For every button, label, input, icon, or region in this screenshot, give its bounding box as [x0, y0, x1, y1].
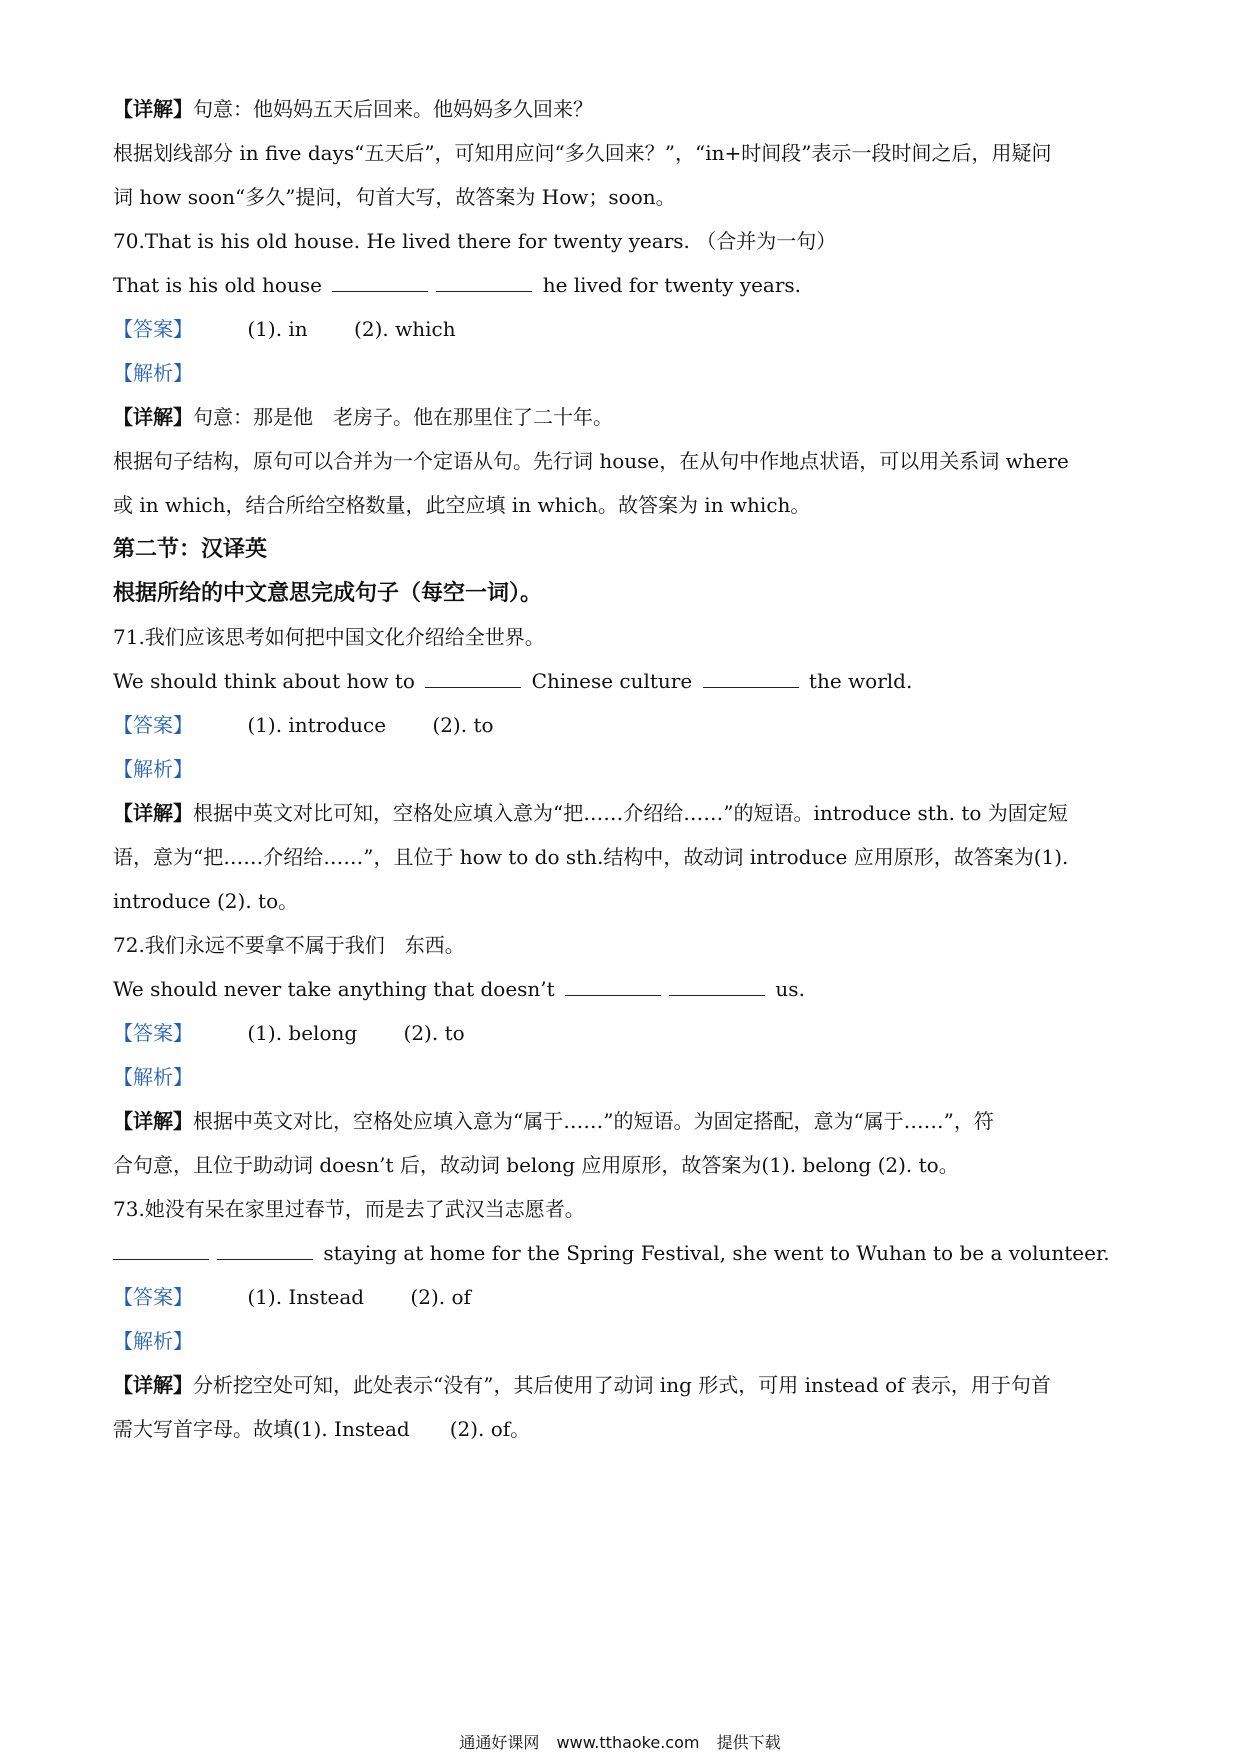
q70-detail-line-1: 【详解】句意：那是他 老房子。他在那里住了二十年。 [113, 405, 613, 429]
answer-blank [436, 273, 532, 292]
answer-blank [425, 669, 521, 688]
q71-detail-line-2: 语，意为“把……介绍给……”，且位于 how to do sth.结构中，故动词 introduce 应用原形，故答案为(1). [113, 845, 1069, 869]
answer-item: (2). to [403, 1021, 465, 1045]
answer-tag: 【答案】 [113, 713, 193, 737]
answer-blank [217, 1241, 313, 1260]
footer-note: 提供下载 [716, 1733, 781, 1752]
answer-tag: 【答案】 [113, 1285, 193, 1309]
answer-item: (2). which [354, 317, 456, 341]
q70-sentence: That is his old house he lived for twenty years. [113, 273, 802, 297]
detail-tag: 【详解】 [113, 801, 193, 825]
q71-analysis [113, 756, 1133, 782]
q71-sentence: We should think about how to Chinese culture the world. [113, 669, 913, 693]
answer-item: (1). Instead [247, 1285, 365, 1309]
q70-answer [113, 316, 1133, 342]
q73-analysis [113, 1328, 1133, 1354]
q70-detail-line-3: 或 in which，结合所给空格数量，此空应填 in which。故答案为 in which。 [113, 493, 811, 517]
q73-answer [113, 1284, 1133, 1310]
section-title: 第二节：汉译英 [113, 536, 268, 562]
answer-blank [669, 977, 765, 996]
q73-sentence: staying at home for the Spring Festival, she went to Wuhan to be a volunteer. [113, 1240, 1133, 1266]
q72-sentence: We should never take anything that doesn’t us. [113, 977, 805, 1001]
detail-tag: 【详解】 [113, 1109, 193, 1133]
q70-detail-line-2: 根据句子结构，原句可以合并为一个定语从句。先行词 house，在从句中作地点状语，可以用关系词 where [113, 449, 1069, 473]
analysis-tag: 【解析】 [113, 1329, 193, 1353]
detail-tag: 【详解】 [113, 405, 193, 429]
answer-item: (1). in [247, 317, 308, 341]
answer-tag: 【答案】 [113, 317, 193, 341]
q72-detail-line-2: 合句意，且位于助动词 doesn’t 后，故动词 belong 应用原形，故答案为(1). belong (2). to。 [113, 1153, 959, 1177]
q69-detail-line-2: 根据划线部分 in five days“五天后”，可知用应问“多久回来？”，“in+时间段”表示一段时间之后，用疑问 [113, 141, 1052, 165]
q71-detail-line-1: 【详解】根据中英文对比可知，空格处应填入意为“把……介绍给……”的短语。introduce sth. to 为固定短 [113, 801, 1068, 825]
q70-analysis [113, 360, 1133, 386]
answer-item: (2). to [432, 713, 494, 737]
q69-detail-line-1: 【详解】句意：他妈妈五天后回来。他妈妈多久回来？ [113, 97, 593, 121]
q72-detail-line-1: 【详解】根据中英文对比，空格处应填入意为“属于……”的短语。为固定搭配，意为“属于……”，符 [113, 1109, 994, 1133]
answer-item: (1). introduce [247, 713, 387, 737]
footer-url[interactable]: www.tthaoke.com [556, 1733, 700, 1752]
answer-blank [113, 1241, 209, 1260]
q70-question: 70.That is his old house. He lived there for twenty years. （合并为一句） [113, 229, 837, 253]
analysis-tag: 【解析】 [113, 361, 193, 385]
answer-blank [703, 669, 799, 688]
page-footer [0, 1730, 1240, 1753]
q71-answer [113, 712, 1133, 738]
q72-answer [113, 1020, 1133, 1046]
q73-detail-line-1: 【详解】分析挖空处可知，此处表示“没有”，其后使用了动词 ing 形式，可用 instead of 表示，用于句首 [113, 1373, 1051, 1397]
footer-site-name: 通通好课网 [459, 1733, 540, 1752]
answer-item: (1). belong [247, 1021, 358, 1045]
q73-question: 73.她没有呆在家里过春节，而是去了武汉当志愿者。 [113, 1197, 585, 1221]
q72-question: 72.我们永远不要拿不属于我们 东西。 [113, 933, 465, 957]
analysis-tag: 【解析】 [113, 1065, 193, 1089]
answer-blank [565, 977, 661, 996]
answer-item: (2). of [410, 1285, 471, 1309]
q73-detail-line-2: 需大写首字母。故填(1). Instead (2). of。 [113, 1417, 531, 1441]
q71-detail-line-3: introduce (2). to。 [113, 889, 299, 913]
answer-tag: 【答案】 [113, 1021, 193, 1045]
q69-detail-line-3: 词 how soon“多久”提问，句首大写，故答案为 How；soon。 [113, 185, 676, 209]
analysis-tag: 【解析】 [113, 757, 193, 781]
q71-question: 71.我们应该思考如何把中国文化介绍给全世界。 [113, 625, 545, 649]
section-instruction: 根据所给的中文意思完成句子（每空一词）。 [113, 580, 543, 606]
q72-analysis [113, 1064, 1133, 1090]
detail-tag: 【详解】 [113, 97, 193, 121]
answer-blank [332, 273, 428, 292]
detail-tag: 【详解】 [113, 1373, 193, 1397]
